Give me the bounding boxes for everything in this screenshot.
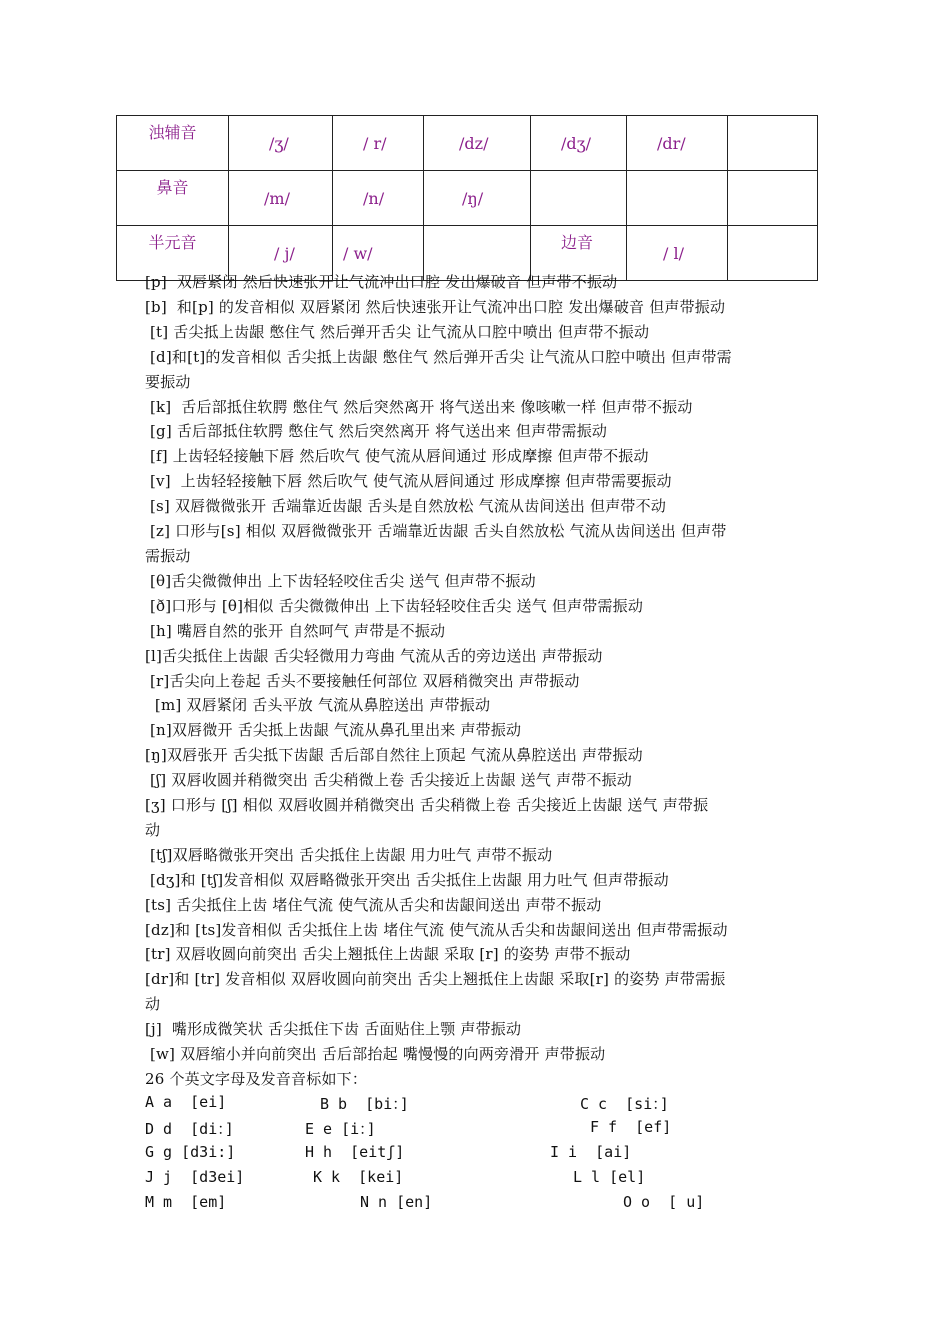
text-line: [dz]和 [ts]发音相似 舌尖抵住上齿 堵住气流 使气流从舌尖和齿龈间送出 但声带需振动: [145, 920, 728, 939]
text-line: [f] 上齿轻轻接触下唇 然后吹气 使气流从唇间通过 形成摩擦 但声带不振动: [145, 447, 649, 466]
text-line: [w] 双唇缩小并向前突出 舌后部抬起 嘴慢慢的向两旁滑开 声带振动: [145, 1045, 606, 1064]
phoneme-cell: /dr/: [627, 116, 728, 171]
alphabet-entry: B b [bi：]: [320, 1095, 409, 1113]
text-line: [j] 嘴形成微笑状 舌尖抵住下齿 舌面贴住上颚 声带振动: [145, 1020, 522, 1039]
text-line: 动: [145, 820, 161, 839]
phoneme-table: [116, 115, 818, 281]
table-row: [117, 171, 818, 226]
alphabet-entry: F f [ef]: [590, 1117, 672, 1136]
text-line: [p] 双唇紧闭 然后快速张开让气流冲出口腔 发出爆破音 但声带不振动: [145, 273, 618, 291]
text-line: [ð]口形与 [θ]相似 舌尖微微伸出 上下齿轻轻咬住舌尖 送气 但声带需振动: [145, 596, 644, 615]
phoneme-cell: /ʒ/: [229, 116, 333, 171]
text-line: [n]双唇微开 舌尖抵上齿龈 气流从鼻孔里出来 声带振动: [145, 721, 522, 740]
phoneme-cell: [728, 116, 818, 171]
alphabet-row: [145, 1193, 745, 1218]
row-label: 鼻音: [117, 171, 229, 226]
text-line: [h] 嘴唇自然的张开 自然呵气 声带是不振动: [145, 621, 446, 640]
phoneme-cell: /n/: [333, 171, 424, 226]
alphabet-row: [145, 1143, 745, 1168]
text-line: [z] 口形与[s] 相似 双唇微微张开 舌端靠近齿龈 舌头自然放松 气流从齿间送出 但声带: [145, 522, 727, 541]
text-line: [r]舌尖向上卷起 舌头不要接触任何部位 双唇稍微突出 声带振动: [145, 671, 580, 690]
phoneme-cell: /ŋ/: [424, 171, 531, 226]
row-label: 半元音: [117, 226, 229, 281]
text-line: [θ]舌尖微微伸出 上下齿轻轻咬住舌尖 送气 但声带不振动: [145, 571, 536, 590]
phoneme-cell: [627, 171, 728, 226]
alphabet-entry: H h [eitʃ]: [305, 1142, 405, 1161]
alphabet-entry: G g [d3i:]: [145, 1142, 236, 1161]
alphabet-entry: M m [em]: [145, 1192, 227, 1211]
alphabet-row: [145, 1168, 745, 1193]
text-line: [t] 舌尖抵上齿龈 憋住气 然后弹开舌尖 让气流从口腔中喷出 但声带不振动: [145, 322, 650, 341]
text-line: 要振动: [145, 372, 191, 391]
text-line: 26 个英文字母及发音音标如下：: [145, 1070, 368, 1088]
alphabet-entry: I i [ai]: [550, 1142, 632, 1161]
phoneme-cell: / w/: [333, 226, 424, 281]
text-line: [ŋ]双唇张开 舌尖抵下齿龈 舌后部自然往上顶起 气流从鼻腔送出 声带振动: [145, 746, 643, 765]
text-line: [tr] 双唇收圆向前突出 舌尖上翘抵住上齿龈 采取 [r] 的姿势 声带不振动: [145, 945, 631, 964]
alphabet-entry: A a [ei]: [145, 1093, 227, 1111]
phoneme-cell: / r/: [333, 116, 424, 171]
text-line: [dr]和 [tr] 发音相似 双唇收圆向前突出 舌尖上翘抵住上齿龈 采取[r] 的姿势 声带需振: [145, 970, 726, 989]
text-line: 需振动: [145, 546, 191, 565]
alphabet-entry: C c [si：]: [580, 1095, 669, 1113]
phoneme-cell: [531, 171, 627, 226]
alphabet-entry: J j [d3ei]: [145, 1167, 245, 1186]
phoneme-cell: /dʒ/: [531, 116, 627, 171]
alphabet-entry: D d [di：]: [145, 1119, 234, 1138]
phoneme-cell: /dz/: [424, 116, 531, 171]
pronunciation-notes: [145, 270, 815, 1092]
text-line: [dʒ]和 [tʃ]发音相似 双唇略微张开突出 舌尖抵住上齿龈 用力吐气 但声带振动: [145, 870, 669, 889]
alphabet-entry: L l [el]: [573, 1167, 646, 1186]
alphabet-entry: K k [kei]: [313, 1167, 404, 1186]
phoneme-cell: 边音: [531, 226, 627, 281]
text-line: [ts] 舌尖抵住上齿 堵住气流 使气流从舌尖和齿龈间送出 声带不振动: [145, 895, 602, 914]
phoneme-cell: / j/: [229, 226, 333, 281]
alphabet-row: [145, 1118, 745, 1143]
alphabet-row: [145, 1093, 745, 1118]
text-line: [s] 双唇微微张开 舌端靠近齿龈 舌头是自然放松 气流从齿间送出 但声带不动: [145, 497, 667, 516]
alphabet-entry: O o [ u]: [623, 1192, 705, 1211]
text-line: [d]和[t]的发音相似 舌尖抵上齿龈 憋住气 然后弹开舌尖 让气流从口腔中喷出 但声带需: [145, 347, 732, 366]
text-line: 动: [145, 995, 161, 1014]
text-line: [tʃ]双唇略微张开突出 舌尖抵住上齿龈 用力吐气 声带不振动: [145, 845, 553, 864]
text-line: [v] 上齿轻轻接触下唇 然后吹气 使气流从唇间通过 形成摩擦 但声带需要振动: [145, 472, 672, 491]
text-line: [m] 双唇紧闭 舌头平放 气流从鼻腔送出 声带振动: [145, 696, 491, 715]
text-line: [ʃ] 双唇收圆并稍微突出 舌尖稍微上卷 舌尖接近上齿龈 送气 声带不振动: [145, 771, 632, 790]
text-line: [g] 舌后部抵住软腭 憋住气 然后突然离开 将气送出来 但声带需振动: [145, 422, 608, 441]
alphabet-entry: E e [i：]: [305, 1119, 376, 1138]
phoneme-cell: / l/: [627, 226, 728, 281]
phoneme-cell: [728, 171, 818, 226]
alphabet-entry: N n [en]: [360, 1192, 433, 1211]
text-line: [b] 和[p] 的发音相似 双唇紧闭 然后快速张开让气流冲出口腔 发出爆破音 但声带振动: [145, 297, 726, 316]
alphabet-list: [145, 1093, 745, 1217]
text-line: [k] 舌后部抵住软腭 憋住气 然后突然离开 将气送出来 像咳嗽一样 但声带不振动: [145, 397, 693, 416]
text-line: [l]舌尖抵住上齿龈 舌尖轻微用力弯曲 气流从舌的旁边送出 声带振动: [145, 646, 603, 665]
phoneme-cell: /m/: [229, 171, 333, 226]
table-row: [117, 116, 818, 171]
text-line: [ʒ] 口形与 [ʃ] 相似 双唇收圆并稍微突出 舌尖稍微上卷 舌尖接近上齿龈 送气 声带振: [145, 796, 709, 815]
row-label: 浊辅音: [117, 116, 229, 171]
